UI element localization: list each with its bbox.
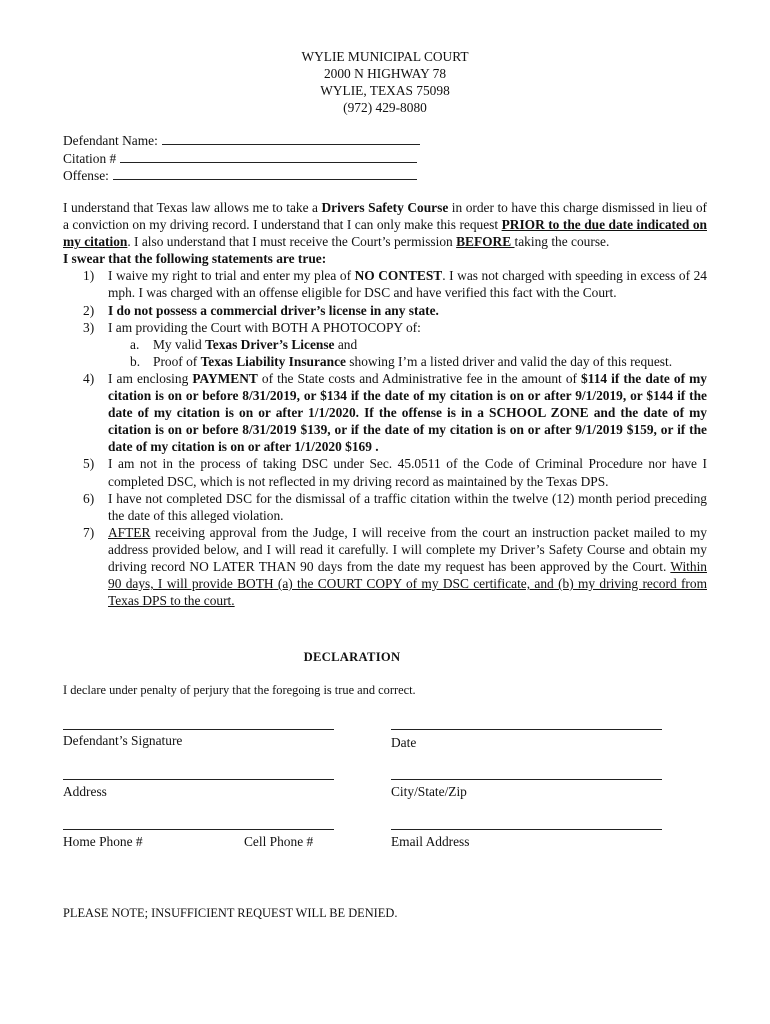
court-name: WYLIE MUNICIPAL COURT [301,49,469,64]
swear-heading: I swear that the following statements are true: [63,251,327,267]
list-item: 7) AFTER receiving approval from the Judge, I will receive from the court an instruction packet mailed to my address provided below, and I will read it carefully. I will complete my Driver’s Safety Course and obtain my driving record NO LATER THAN 90 days from the date my request has been approved by the Court. Within 90 days, I will provide BOTH (a) the COURT COPY of my DSC certificate, and (b) my driving record from Texas DPS to the court. [83,524,707,609]
list-item: 5) I am not in the process of taking DSC under Sec. 45.0511 of the Code of Criminal Procedure nor have I completed DSC, which is not reflected in my driving record as maintained by the Texas DPS. [83,456,707,489]
citation-label: Citation # [63,150,117,166]
phone-line[interactable] [63,829,334,830]
list-item: 4) I am enclosing PAYMENT of the State costs and Administrative fee in the amount of $114 if the date of my citation is on or before 8/31/2019, or $134 if the date of my citation is on or after 9/1/2019, or $144 if the date of my citation is on or after 1/1/2020. If the offense is in a SCHOOL ZONE and the date of my citation is on or before 8/31/2019 $139, or if the date of my citation is on or after 9/1/2019 $159, or if the date of my citation is on or after 1/1/2020 $169 . [83,370,707,455]
sublist-item: a. My valid Texas Driver’s License and [130,336,358,352]
request-body [63,199,707,609]
list-item: 6) I have not completed DSC for the dismissal of a traffic citation within the twelve (12) month period preceding the date of this alleged violation. [83,490,707,523]
offense-label: Offense: [63,168,109,183]
email-label: Email Address [391,834,470,849]
city-state-zip-line[interactable] [391,779,662,780]
citation-blank[interactable] [120,161,417,163]
date-label: Date [391,735,417,750]
sublist-item: b. Proof of Texas Liability Insurance showing I’m a listed driver and valid the day of this request. [130,353,673,369]
offense-blank[interactable] [113,178,417,180]
defendant-name-label: Defendant Name: [63,133,158,148]
statement-list [63,267,707,335]
citation-field[interactable] [63,150,420,168]
court-city: WYLIE, TEXAS 75098 [320,83,450,98]
photocopy-sublist [63,336,707,370]
email-line[interactable] [391,829,662,830]
court-street: 2000 N HIGHWAY 78 [323,66,447,81]
court-phone: (972) 429-8080 [343,100,427,115]
signature-line[interactable] [63,729,334,730]
offense-field[interactable] [63,167,420,185]
address-label: Address [63,784,107,799]
declaration-text: I declare under penalty of perjury that the foregoing is true and correct. [63,683,416,697]
defendant-signature-label: Defendant’s Signature [63,733,183,748]
address-line[interactable] [63,779,334,780]
list-item: 3) I am providing the Court with BOTH A PHOTOCOPY of: [83,319,421,335]
statement-list-continued [63,370,707,609]
case-fields [63,132,420,185]
list-item: 2) I do not possess a commercial driver’s license in any state. [83,302,439,318]
declaration-title: DECLARATION [303,650,401,664]
cell-phone-label: Cell Phone # [244,834,314,849]
intro-paragraph: I understand that Texas law allows me to take a Drivers Safety Course in order to have this charge dismissed in lieu of a conviction on my driving record. I understand that I can only make this request PRIOR to the due date indicated on my citation. I also understand that I must receive the Court’s permission BEFORE taking the course. [63,200,707,250]
city-state-zip-label: City/State/Zip [391,784,467,799]
court-header [0,48,770,116]
insufficient-request-note: PLEASE NOTE; INSUFFICIENT REQUEST WILL BE DENIED. [63,906,398,920]
home-phone-label: Home Phone # [63,834,143,849]
date-line[interactable] [391,729,662,730]
defendant-name-field[interactable] [63,132,420,150]
list-item: 1) I waive my right to trial and enter my plea of NO CONTEST. I was not charged with speeding in excess of 24 mph. I was charged with an offense eligible for DSC and have verified this fact with the Court. [83,268,707,301]
defendant-name-blank[interactable] [162,143,420,145]
